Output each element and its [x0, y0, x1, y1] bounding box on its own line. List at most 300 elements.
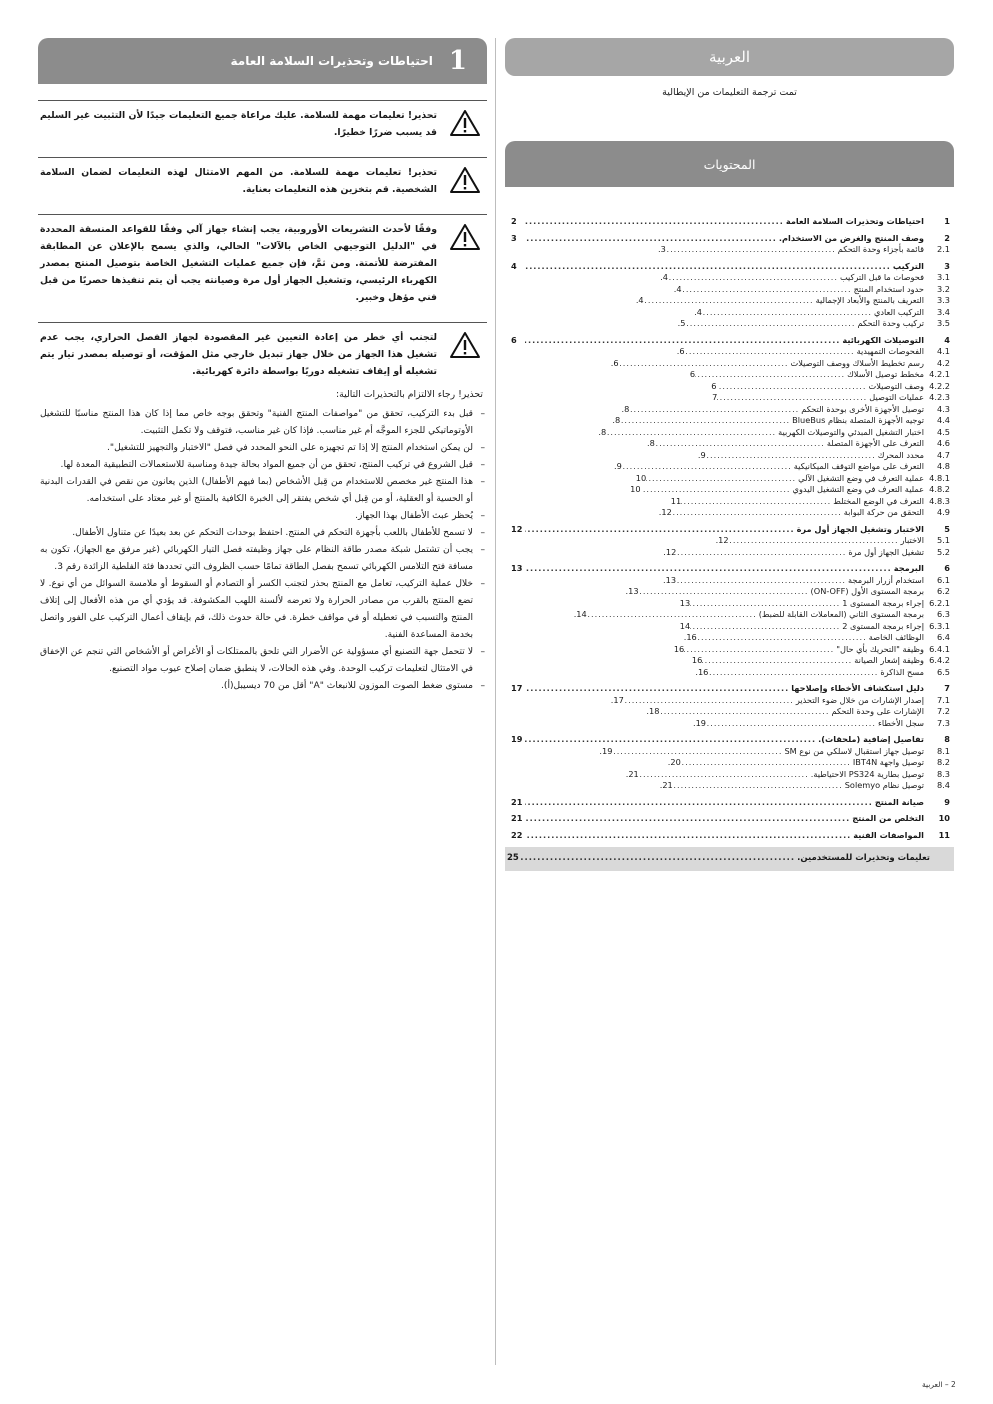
toc-subentry-title: توصيل بطارية PS324 الاحتياطية. [810, 768, 924, 779]
toc-leader-dots [685, 318, 855, 330]
toc-subentry-page: 16 [673, 643, 685, 654]
toc-subentry-title: تشغيل الجهاز أول مرة [848, 546, 924, 557]
caution-bullet-item: – قبل الشروع في تركيب المنتج، تحقق من أن جميع المواد بحالة جيدة ومناسبة للاستعمالات التطبيقية المعدة لها. [38, 457, 487, 474]
toc-leader-dots [690, 621, 840, 633]
toc-subentry-title: سجل الأخطاء [877, 717, 924, 728]
toc-subentry-number: 4.4 [936, 415, 950, 425]
toc-subentry [505, 632, 954, 644]
translation-note: تمت ترجمة التعليمات من الإيطالية [662, 87, 797, 98]
warning-triangle-icon [443, 164, 487, 198]
toc-subentry [505, 346, 954, 358]
toc-leader-dots [690, 598, 840, 610]
toc-leader-dots [702, 307, 872, 319]
toc-entry-page: 22 [511, 829, 523, 840]
toc-subentry-page: 18. [646, 706, 660, 716]
toc-entry [505, 830, 954, 842]
toc-subentry-title: الفحوصات التمهيدية [856, 346, 924, 356]
toc-subentry-title: عملية التعرف في وضع التشغيل الآلي [798, 472, 924, 483]
toc-subentry-number: 6.3.1 [929, 620, 950, 631]
toc-subentry-title: توجيه الأجهزة المتصلة بنظام BlueBus [792, 415, 924, 425]
toc-entry-title: صيانة المنتج [874, 796, 924, 807]
contents-banner: المحتويات [505, 141, 954, 187]
toc-leader-dots [673, 780, 843, 792]
toc-entry-number: 11 [938, 829, 950, 840]
toc-subentry-title: توصيل واجهة IBT4N [852, 757, 924, 767]
warning-list [38, 100, 487, 380]
toc-leader-dots [525, 797, 873, 809]
toc-subentry-number: 5.2 [936, 546, 950, 557]
toc-column [505, 38, 954, 187]
toc-leader-dots [681, 496, 831, 508]
toc-subentry-number: 2.1 [936, 244, 950, 254]
toc-subentry-page: 8. [621, 403, 630, 414]
toc-entry-number: 3 [944, 260, 950, 271]
toc-subentry-page: 14 [679, 620, 691, 631]
toc-leader-dots [668, 272, 838, 284]
toc-subentry-page: 13 [679, 597, 691, 608]
toc-leader-dots [525, 813, 850, 825]
toc-subentry-number: 6.3 [936, 609, 950, 619]
toc-subentry-number: 4.8.1 [929, 472, 950, 483]
toc-subentry [505, 535, 954, 547]
toc-entry-page: 17 [511, 683, 523, 693]
toc-subentry-number: 4.6 [936, 438, 950, 448]
toc-subentry-number: 8.4 [936, 780, 950, 790]
toc-subentry-page: 6. [610, 357, 619, 368]
toc-section [505, 683, 954, 729]
toc-entry [505, 524, 954, 536]
toc-leader-dots [525, 563, 892, 575]
toc-leader-dots [706, 450, 876, 462]
toc-leader-dots [702, 655, 852, 667]
toc-subentry-page: 8. [598, 426, 607, 437]
toc-subentry-number: 6.2.1 [929, 597, 950, 608]
toc-leader-dots [525, 734, 816, 746]
toc-entry-number: 6 [944, 563, 950, 573]
toc-subentry-number: 4.8 [936, 461, 950, 471]
warning-triangle-icon [443, 107, 487, 141]
column-divider [495, 38, 496, 1365]
toc-entry-number: 9 [944, 796, 950, 807]
toc-entry [505, 261, 954, 273]
toc-subentry-number: 3.2 [936, 283, 950, 294]
toc-subentry [505, 307, 954, 319]
toc-leader-dots [655, 438, 825, 450]
toc-subentry-number: 4.8.2 [929, 484, 950, 494]
toc-subentry-page: 12. [658, 507, 672, 517]
caution-bullet-item: – لن يمكن استخدام المنتج إلا إذا تم تجهيزه على النحو المحدد في فصل "الاختبار والتجهيز للتشغيل". [38, 440, 487, 457]
toc-subentry-page: 16. [683, 632, 697, 642]
toc-entry-page: 6 [511, 334, 517, 345]
toc-entry-page: 19 [511, 734, 523, 744]
toc-subentry-number: 3.3 [936, 295, 950, 305]
toc-subentry [505, 272, 954, 284]
toc-leader-dots [587, 609, 757, 621]
toc-leader-dots [695, 369, 845, 381]
table-of-contents [505, 216, 954, 871]
toc-subentry-page: 7 [712, 392, 718, 402]
toc-subentry-number: 4.2.1 [929, 369, 950, 379]
toc-subentry-page: 5. [677, 318, 686, 328]
toc-leader-dots [676, 547, 846, 559]
toc-subentry-page: 8. [612, 415, 621, 425]
toc-subentry-number: 3.5 [936, 318, 950, 328]
toc-subentry [505, 461, 954, 473]
toc-subentry-title: عمليات التوصيل [869, 392, 924, 402]
toc-entry [505, 683, 954, 695]
toc-entry [505, 797, 954, 809]
toc-leader-dots [682, 284, 852, 296]
toc-leader-dots [639, 586, 809, 598]
toc-subentry [505, 769, 954, 781]
toc-subentry-title: توصيل جهاز استقبال لاسلكي من نوع SM [784, 745, 924, 756]
toc-subentry [505, 473, 954, 485]
safety-section [38, 38, 487, 695]
toc-entry [505, 813, 954, 825]
toc-subentry-number: 6.4.1 [929, 643, 950, 654]
language-banner: العربية [505, 38, 954, 76]
warning-text: تحذير! تعليمات مهمة للسلامة. عليك مراعاة جميع التعليمات جيدًا لأن التثبيت غير السليم قد يسبب ضررًا خطيرًا. [40, 110, 437, 138]
caution-title: تحذير! رجاء الالتزام بالتحذيرات التالية: [336, 389, 483, 400]
toc-subentry-page: 21. [659, 780, 673, 790]
toc-entry [505, 335, 954, 347]
toc-entry-page: 2 [511, 216, 517, 226]
toc-leader-dots [676, 575, 846, 587]
toc-entry-page: 25 [507, 853, 519, 864]
caution-bullet-item: – خلال عملية التركيب، تعامل مع المنتج بحذر لتجنب الكسر أو التصادم أو السقوط أو ملامسة السوائل من أي نوع. لا تضع المنتج بالقرب من مصادر الحرارة ولا تعرضه لألسنة اللهب المكشوفة. قد يؤدي أي من هذه الأفعال إلى إتلاف المنتج والتسبب في تعطيله أو في مواقف خطرة. في حالة حدوث ذلك، قم بإيقاف أعمال التركيب على الفور واتصل بخدمة المساعدة الفنية. [38, 576, 487, 644]
toc-subentry-page: 20. [667, 757, 681, 767]
toc-subentry-page: 6 [711, 380, 717, 391]
warning-text: لتجنب أي خطر من إعادة التعيين غير المقصودة لجهاز الفصل الحراري، يجب عدم تشغيل هذا الجهاز من خلال جهاز تبديل خارجي مثل المؤقت، أو توصيله بمصدر تيار يتم تشغيله أو إيقاف تشغيله دوريًا بواسطة دائرة كهربائية. [40, 332, 437, 377]
toc-subentry-title: حدود استخدام المنتج [853, 283, 924, 294]
toc-leader-dots [729, 535, 899, 547]
toc-subentry-number: 6.5 [936, 666, 950, 677]
warning-block [38, 322, 487, 380]
toc-entry-page: 12 [511, 523, 523, 534]
toc-leader-dots [644, 295, 814, 307]
toc-subentry-title: استخدام أزرار البرمجة [848, 574, 924, 585]
toc-entry-title: وصف المنتج والغرض من الاستخدام. [778, 232, 924, 243]
toc-subentry-number: 4.5 [936, 426, 950, 437]
toc-leader-dots [525, 830, 851, 842]
warning-triangle-icon [443, 221, 487, 306]
caution-bullet-item: – يجب أن تشتمل شبكة مصدر طاقة النظام على جهاز وظيفته فصل التيار الكهربائي (غير مرفق مع الجهاز)، تكون به مسافة فتح التلامس الكهربائي تسمح بفصل الطاقة تمامًا حسب الظروف التي تحددها فئة الفلطية الزائدة رقم 3. [38, 542, 487, 576]
toc-subentry-title: توصيل نظام Solemyo [844, 780, 924, 790]
toc-entry-title: احتياطات وتحذيرات السلامة العامة [785, 216, 924, 226]
warning-block [38, 214, 487, 306]
toc-section [505, 233, 954, 256]
warning-block [38, 157, 487, 198]
toc-leader-dots [525, 261, 891, 273]
toc-subentry-title: وظيفة "التحريك بأي حال" [836, 643, 924, 654]
toc-leader-dots [612, 746, 782, 758]
toc-entry-title: التوصيلات الكهربائية [842, 334, 924, 345]
toc-entry-title: تفاصيل إضافية (ملحقات). [818, 734, 924, 744]
toc-section [505, 261, 954, 330]
toc-subentry-page: 4. [694, 306, 702, 317]
toc-subentry-title: إجراء برمجة المستوى 2 [842, 620, 924, 631]
toc-subentry [505, 757, 954, 769]
page-footer: 2 – العربية [922, 1380, 956, 1389]
toc-subentry-title: التحقق من حركة البوابة [843, 507, 924, 517]
toc-subentry [505, 369, 954, 381]
toc-entry-page: 21 [511, 813, 523, 823]
toc-subentry-number: 4.8.3 [929, 495, 950, 506]
toc-subentry [505, 496, 954, 508]
toc-subentry-page: 4. [673, 283, 682, 294]
toc-subentry [505, 507, 954, 519]
toc-section [505, 216, 954, 228]
toc-subentry-title: إصدار الإشارات من خلال ضوء التحذير [795, 694, 924, 705]
toc-subentry [505, 438, 954, 450]
toc-leader-dots [619, 358, 789, 370]
toc-subentry [505, 450, 954, 462]
warning-text: تحذير! تعليمات مهمة للسلامة. من المهم الامتثال لهذه التعليمات لضمان السلامة الشخصية. قم بتخزين هذه التعليمات بعناية. [40, 167, 437, 195]
toc-subentry [505, 609, 954, 621]
toc-subentry-title: التعرف في الوضع المختلط [833, 495, 924, 506]
toc-subentry-page: 21. [625, 768, 639, 779]
toc-subentry-title: التركيب العادي [873, 306, 924, 317]
toc-subentry-page: 10 [635, 472, 647, 483]
toc-subentry [505, 381, 954, 393]
toc-subentry [505, 621, 954, 633]
toc-entry-title: الاختبار وتشغيل الجهاز أول مرة [796, 523, 924, 534]
toc-section [505, 797, 954, 809]
toc-subentry [505, 284, 954, 296]
toc-entry-title: المواصفات الفنية [853, 829, 924, 840]
caution-bullet-item: – لا تسمح للأطفال باللعب بأجهزة التحكم في المنتج. احتفظ بوحدات التحكم عن بعد بعيدًا عن متناول الأطفال. [38, 525, 487, 542]
toc-entry-page: 4 [511, 260, 517, 271]
toc-subentry [505, 244, 954, 256]
toc-section [505, 563, 954, 678]
toc-entry [505, 216, 954, 228]
toc-subentry [505, 586, 954, 598]
toc-leader-dots [525, 335, 840, 347]
toc-subentry-page: 19. [599, 745, 613, 756]
toc-subentry-title: عملية التعرف في وضع التشغيل اليدوي [792, 484, 924, 494]
toc-subentry-page: 6. [676, 346, 685, 356]
toc-leader-dots [684, 644, 834, 656]
caution-bullet-item: – هذا المنتج غير مخصص للاستخدام من قِبل الأشخاص (بما فيهم الأطفال) الذين يعانون من نقص في القدرات البدنية أو الحسية أو العقلية، أو من قِبل أي شخص يفتقر إلى الخبرة الكافية بالمنتج أو غير معتاد على استخدامه. [38, 474, 487, 508]
toc-leader-dots [717, 392, 867, 404]
toc-section [505, 335, 954, 519]
toc-subentry-number: 8.3 [936, 768, 950, 779]
toc-subentry-number: 4.1 [936, 346, 950, 356]
toc-leader-dots [519, 853, 795, 865]
toc-entry-number: 8 [944, 734, 950, 744]
toc-entry-number: 4 [944, 334, 950, 345]
toc-subentry-page: 10 [630, 484, 641, 494]
toc-subentry [505, 358, 954, 370]
toc-subentry-number: 6.2 [936, 586, 950, 596]
toc-subentry-page: 19. [692, 717, 706, 728]
toc-leader-dots [641, 484, 791, 496]
toc-subentry-number: 4.3 [936, 403, 950, 414]
toc-leader-dots [606, 427, 776, 439]
toc-subentry-title: وصف التوصيلات [868, 380, 924, 391]
section-header [38, 38, 487, 84]
toc-entry-number: 2 [944, 232, 950, 243]
section-title: احتياطات وتحذيرات السلامة العامة [230, 54, 433, 68]
toc-subentry-number: 3.1 [936, 272, 950, 282]
toc-subentry-number: 6.1 [936, 574, 950, 585]
toc-subentry-title: فحوصات ما قبل التركيب [839, 272, 924, 282]
toc-entry-title: البرمجة [893, 563, 924, 573]
toc-leader-dots [697, 632, 867, 644]
toc-entry-page: 3 [511, 232, 517, 243]
toc-subentry-page: 6 [689, 369, 696, 379]
toc-entry-title: دليل استكشاف الأخطاء وإصلاحها [791, 683, 924, 693]
toc-subentry [505, 295, 954, 307]
toc-subentry-title: توصيل الأجهزة الأخرى بوحدة التحكم [801, 403, 924, 414]
toc-subentry-page: 11 [670, 495, 682, 506]
toc-subentry-page: 9. [697, 449, 706, 460]
toc-subentry-number: 7.3 [936, 717, 950, 728]
toc-section [505, 830, 954, 842]
toc-subentry-page: 13. [625, 586, 639, 596]
toc-subentry-title: وظيفة إشعار الصيانة [854, 655, 924, 665]
toc-subentry-title: قائمة بأجزاء وحدة التحكم [837, 244, 924, 254]
toc-subentry-page: 4. [635, 295, 644, 305]
warning-triangle-icon [443, 329, 487, 380]
toc-leader-dots [639, 769, 809, 781]
toc-subentry-number: 7.1 [936, 694, 950, 705]
toc-subentry-title: الوظائف الخاصة [868, 632, 924, 642]
toc-users-entry [505, 847, 954, 871]
toc-leader-dots [622, 461, 792, 473]
toc-subentry-number: 8.1 [936, 745, 950, 756]
toc-subentry-page: 12. [663, 546, 677, 557]
toc-subentry-title: محدد المحرك [877, 449, 924, 460]
toc-subentry-title: التعرف على الأجهزة المتصلة [826, 438, 924, 448]
toc-entry [505, 734, 954, 746]
toc-section [505, 524, 954, 559]
toc-subentry-title: التعريف بالمنتج والأبعاد الإجمالية [815, 295, 924, 305]
caution-bullet-item: – يُحظر عبث الأطفال بهذا الجهاز. [38, 508, 487, 525]
toc-subentry [505, 780, 954, 792]
toc-subentry-title: برمجة المستوى الأول (ON-OFF) [810, 586, 924, 596]
toc-subentry-title: اختبار التشغيل المبدئي والتوصيلات الكهربية [778, 426, 924, 437]
toc-subentry [505, 318, 954, 330]
toc-subentry [505, 746, 954, 758]
toc-entry-number: 7 [944, 683, 950, 693]
toc-entry-page: 21 [511, 796, 523, 807]
toc-leader-dots [717, 381, 867, 393]
toc-entry-number: 5 [944, 523, 950, 534]
toc-leader-dots [525, 216, 784, 228]
toc-subentry-number: 7.2 [936, 706, 950, 716]
caution-bullets [38, 406, 487, 695]
toc-subentry-title: إجراء برمجة المستوى 1 [842, 597, 924, 608]
toc-section [505, 734, 954, 792]
warning-block [38, 100, 487, 141]
toc-leader-dots [646, 473, 796, 485]
toc-subentry-number: 6.4.2 [929, 655, 950, 665]
toc-leader-dots [706, 718, 876, 730]
toc-entry [505, 233, 954, 245]
toc-subentry-title: تركيب وحدة التحكم [857, 318, 924, 328]
toc-entry-title: تعليمات وتحذيرات للمستخدمين. [797, 853, 930, 864]
section-number: 1 [448, 46, 467, 76]
toc-subentry-number: 4.2.2 [929, 380, 950, 391]
toc-subentry-page: 3. [657, 244, 666, 254]
toc-leader-dots [525, 683, 789, 695]
toc-subentry-number: 8.2 [936, 757, 950, 767]
toc-leader-dots [708, 667, 878, 679]
toc-subentry-number: 4.9 [936, 507, 950, 517]
toc-subentry-title: رسم تخطيط الأسلاك ووصف التوصيلات [790, 357, 924, 368]
toc-section [505, 813, 954, 825]
toc-leader-dots [659, 706, 829, 718]
toc-leader-dots [620, 415, 790, 427]
toc-subentry [505, 655, 954, 667]
toc-subentry-number: 4.7 [936, 449, 950, 460]
toc-subentry [505, 644, 954, 656]
toc-leader-dots [672, 507, 842, 519]
toc-subentry [505, 695, 954, 707]
toc-entry-page: 13 [511, 563, 523, 573]
toc-subentry-page: 13. [663, 574, 677, 585]
toc-leader-dots [629, 404, 799, 416]
toc-entry-number: 1 [944, 216, 950, 226]
toc-leader-dots [525, 233, 777, 245]
toc-subentry [505, 706, 954, 718]
toc-subentry-page: 12. [715, 535, 729, 545]
toc-subentry-page: 16 [691, 655, 703, 665]
caution-bullet-item: – مستوى ضغط الصوت الموزون للانبعاث "A" أقل من 70 ديسيبل(أ). [38, 678, 487, 695]
toc-entry [505, 563, 954, 575]
toc-leader-dots [685, 346, 855, 358]
caution-bullet-item: – لا تتحمل جهة التصنيع أي مسؤولية عن الأضرار التي تلحق بالممتلكات أو الأغراض أو الأشخاص التي تنجم عن الإخفاق في الامتثال لتعليمات تركيب الوحدة. وفي هذه الحالات، لا ينطبق ضمان إصلاح عيوب مواد التصنيع. [38, 644, 487, 678]
toc-leader-dots [624, 695, 794, 707]
toc-subentry [505, 667, 954, 679]
toc-subentry-number: 5.1 [936, 535, 950, 545]
toc-subentry-title: مسح الذاكرة [880, 666, 924, 677]
toc-subentry [505, 415, 954, 427]
toc-entry-title: التخلص من المنتج [852, 813, 924, 823]
toc-leader-dots [681, 757, 851, 769]
toc-subentry-number: 4.2 [936, 357, 950, 368]
toc-subentry-page: 8. [646, 438, 655, 448]
toc-subentry-title: الاختبار [900, 535, 924, 545]
toc-leader-dots [666, 244, 836, 256]
toc-entry-title: التركيب [892, 260, 924, 271]
toc-subentry [505, 575, 954, 587]
toc-subentry-page: 17. [610, 694, 624, 705]
toc-subentry-page: 14. [573, 609, 587, 619]
caution-bullet-item: – قبل بدء التركيب، تحقق من "مواصفات المنتج الفنية" وتحقق بوجه خاص مما إذا كان هذا المنتج مناسبًا للتشغيل الأوتوماتيكي للجزء الموجَّه أم غير مناسب. فإذا كان غير مناسب، فتوقف ولا تكمل التثبيت. [38, 406, 487, 440]
toc-subentry-number: 3.4 [936, 306, 950, 317]
toc-subentry-title: الإشارات على وحدة التحكم [831, 706, 924, 716]
toc-subentry-title: برمجة المستوى الثاني (المعاملات القابلة للضبط) [758, 609, 924, 619]
toc-subentry-title: مخطط توصيل الأسلاك [847, 369, 924, 379]
toc-subentry [505, 598, 954, 610]
toc-entry-number: 10 [938, 813, 950, 823]
toc-subentry-number: 4.2.3 [929, 392, 950, 402]
toc-subentry-page: 9. [613, 461, 622, 471]
toc-leader-dots [525, 524, 795, 536]
toc-subentry-title: التعرف على مواضع التوقف الميكانيكية [793, 461, 924, 471]
toc-subentry [505, 484, 954, 496]
toc-subentry [505, 718, 954, 730]
toc-subentry-page: 4. [660, 272, 668, 282]
toc-subentry-page: 16. [695, 666, 709, 677]
toc-subentry [505, 547, 954, 559]
toc-subentry-number: 6.4 [936, 632, 950, 642]
toc-subentry [505, 392, 954, 404]
warning-text: وفقًا لأحدث التشريعات الأوروبية، يجب إنشاء جهاز آلي وفقًا للقواعد المنسقة المحددة في "الدليل التوجيهي الخاص بالآلات" الحالي، والذي يسمح بالإعلان عن المطابقة المفترضة للأتمتة. ومن ثمَّ، فإن جميع عمليات التشغيل الخاصة بتوصيل المنتج بمصدر الكهرباء الرئيسي، وتشغيل الجهاز أول مرة وصيانته يجب أن يتم تنفيذها حصريًا من قبل فني مؤهل وخبير. [40, 224, 437, 303]
toc-subentry [505, 427, 954, 439]
